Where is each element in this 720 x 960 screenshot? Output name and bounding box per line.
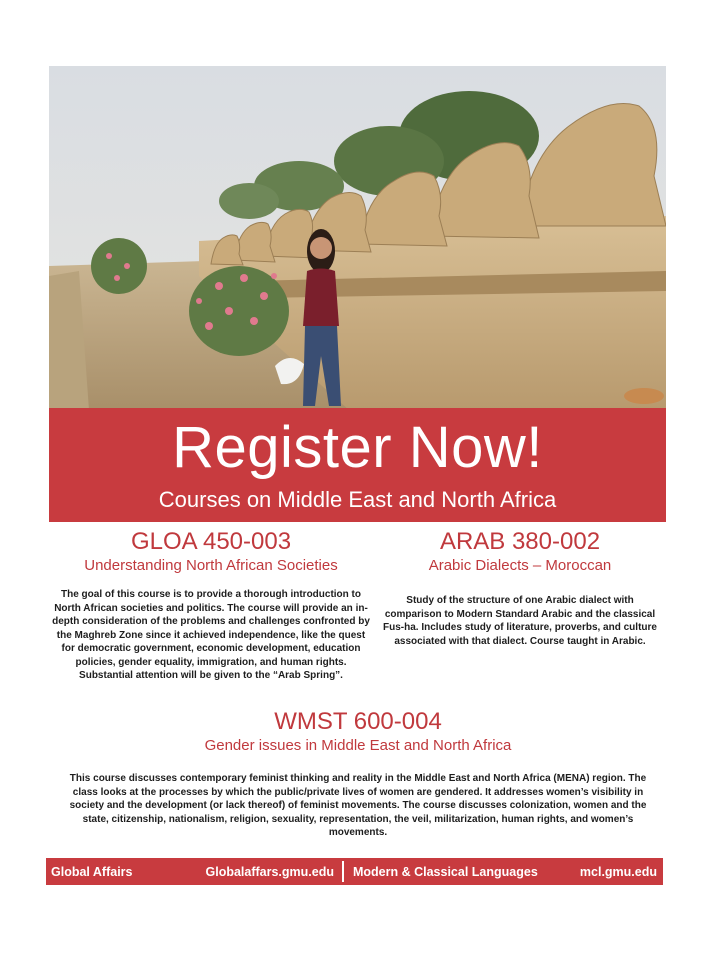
course-description: This course discusses contemporary feminist thinking and reality in the Middle East and North Africa (MENA) region. The class looks at the processes by which the public/private lives of women are gendered. It addresses women’s visibility in society and the development (or lack thereof) of feminist movements. The course discusses colonization, women and the state, citizenship, nationalism, religion, sexuality, representation, the veil, militarization, human rights, and women’s movements. (69, 773, 647, 838)
course-code: ARAB 380-002 (439, 528, 601, 555)
footer-org-mcl: Modern & Classical Languages (353, 864, 538, 879)
course-arab (380, 528, 660, 648)
register-banner (49, 408, 666, 522)
footer-link-mcl[interactable]: mcl.gmu.edu (579, 864, 657, 879)
course-code: WMST 600-004 (274, 708, 442, 735)
footer-link-globalaffairs[interactable]: Globalaffars.gmu.edu (205, 864, 334, 879)
hero-photo (49, 66, 666, 410)
footer-org-global-affairs: Global Affairs (51, 864, 133, 879)
course-description: Study of the structure of one Arabic dialect with comparison to Modern Standard Arabic and the classical Fus-ha. Includes study of literature, proverbs, and culture associated with that dialect. Course taught in Arabic. (383, 595, 657, 647)
course-code: GLOA 450-003 (130, 528, 292, 555)
course-name: Gender issues in Middle East and North Africa (204, 737, 512, 754)
banner-subtitle: Courses on Middle East and North Africa (158, 487, 557, 512)
footer-right (344, 865, 663, 879)
course-name: Understanding North African Societies (84, 557, 338, 574)
course-gloa (52, 528, 370, 683)
footer-bar (46, 858, 663, 885)
footer-left (46, 865, 342, 879)
course-name: Arabic Dialects – Moroccan (428, 557, 612, 574)
course-wmst (52, 708, 664, 840)
banner-title: Register Now! (172, 415, 543, 480)
temple-avenue-illustration (49, 66, 666, 410)
course-description: The goal of this course is to provide a thorough introduction to North African societies and politics. The course will provide an in-depth consideration of the problems and challenges confronted by the Maghreb Zone since it achieved independence, like the quest for democratic government, economic development, education policies, gender equality, immigration, and human rights. Substantial attention will be given to the “Arab Spring”. (52, 589, 370, 681)
